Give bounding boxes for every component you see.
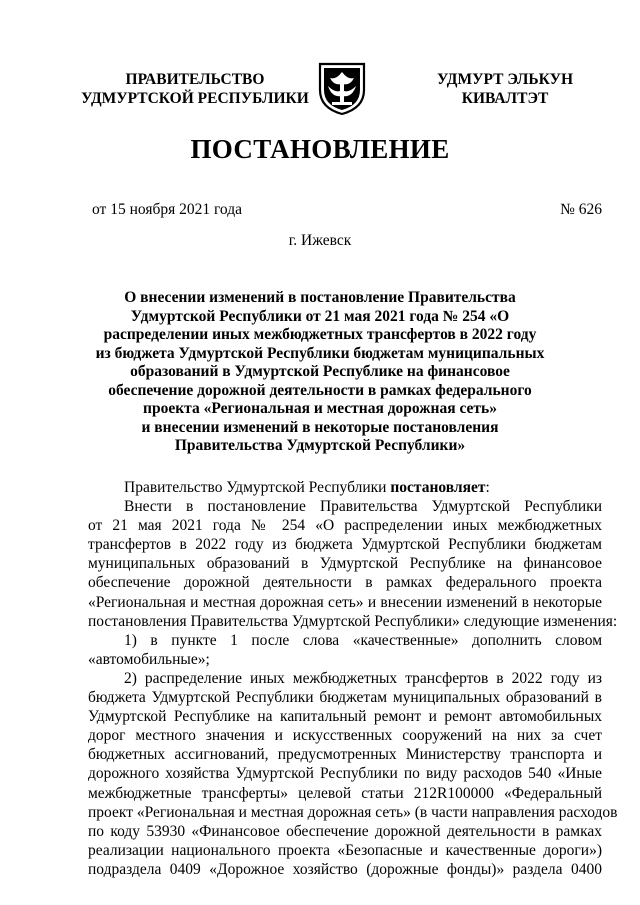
document-city: г. Ижевск — [288, 232, 352, 249]
intro-paragraph — [88, 478, 602, 497]
subject-line: из бюджета Удмуртской Республики бюджетам муниципальных — [95, 344, 545, 362]
subject-line: Удмуртской Республики от 21 мая 2021 года № 254 «О — [130, 307, 510, 325]
paragraph-line: «автомобильные»; — [88, 650, 210, 668]
intro-bold-text: постановляет — [390, 479, 486, 496]
header-left-authority — [60, 70, 330, 108]
paragraph-line: обеспечение дорожной деятельности в рамках федерального проекта — [88, 574, 602, 592]
paragraph-line: реализации национального проекта «Безопасные и качественные дороги») — [88, 841, 602, 859]
header-left-line: ПРАВИТЕЛЬСТВО — [125, 71, 265, 88]
paragraph-line: дорожного хозяйства Удмуртской Республики по виду расходов 540 «Иные — [88, 765, 602, 783]
document-body — [88, 478, 618, 879]
header-right-authority — [380, 70, 630, 108]
document-title: ПОСТАНОВЛЕНИЕ — [190, 134, 450, 164]
paragraph-line: 2) распределение иных межбюджетных трансфертов в 2022 году из — [124, 669, 602, 687]
paragraph-line: межбюджетные трансферты» целевой статьи 212R100000 «Федеральный — [88, 784, 602, 802]
paragraph-line: постановления Правительства Удмуртской Республики» следующие изменения: — [88, 612, 618, 630]
subject-line: проекта «Региональная и местная дорожная сеть» — [143, 400, 497, 417]
paragraph-line: «Региональная и местная дорожная сеть» и внесении изменений в некоторые — [88, 593, 602, 611]
paragraph-line: муниципальных образований в Удмуртской Республике на финансовое — [88, 555, 602, 573]
paragraph-line: подраздела 0409 «Дорожное хозяйство (дорожные фонды)» раздела 0400 — [88, 860, 602, 878]
subject-line: образований в Удмуртской Республике на финансовое — [130, 363, 510, 380]
coat-of-arms-icon — [316, 60, 368, 116]
paragraph-line: проект «Региональная и местная дорожная сеть» (в части направления расходов — [88, 803, 618, 821]
paragraph-line: Удмуртской Республике на капитальный ремонт и ремонт автомобильных — [88, 708, 602, 726]
header-left-line: УДМУРТСКОЙ РЕСПУБЛИКИ — [81, 90, 309, 107]
subject-line: распределении иных межбюджетных трансфертов в 2022 году — [103, 326, 537, 343]
paragraph-line: бюджета Удмуртской Республики бюджетам муниципальных образований в — [88, 689, 602, 707]
paragraph-line: трансфертов в 2022 году из бюджета Удмуртской Республики бюджетам — [88, 536, 602, 554]
paragraph-line: Внести в постановление Правительства Удмуртской Республики — [124, 498, 602, 516]
subject-line: и внесении изменений в некоторые постановления — [141, 418, 499, 436]
paragraph-line: бюджетных ассигнований, предусмотренных Министерству транспорта и — [88, 746, 602, 764]
intro-end-text: : — [485, 479, 490, 496]
subject-line: обеспечение дорожной деятельности в рамках федерального — [108, 381, 532, 399]
header-right-line: УДМУРТ ЭЛЬКУН — [436, 71, 574, 88]
document-number: № 626 — [560, 201, 602, 218]
header-right-line: КИВАЛТЭТ — [461, 90, 549, 107]
paragraph-line: от 21 мая 2021 года № 254 «О распределении иных межбюджетных — [88, 517, 602, 535]
intro-text: Правительство Удмуртской Республики — [124, 479, 391, 496]
paragraph-line: по коду 53930 «Финансовое обеспечение дорожной деятельности в рамках — [88, 822, 602, 840]
paragraph-line: 1) в пункте 1 после слова «качественные» дополнить словом — [124, 631, 602, 649]
subject-line: Правительства Удмуртской Республики» — [174, 437, 466, 454]
document-date: от 15 ноября 2021 года — [92, 201, 243, 218]
paragraph-line: дорог местного значения и искусственных сооружений на них за счет — [88, 727, 602, 745]
document-subject — [90, 289, 550, 456]
subject-line: О внесении изменений в постановление Правительства — [124, 289, 516, 306]
